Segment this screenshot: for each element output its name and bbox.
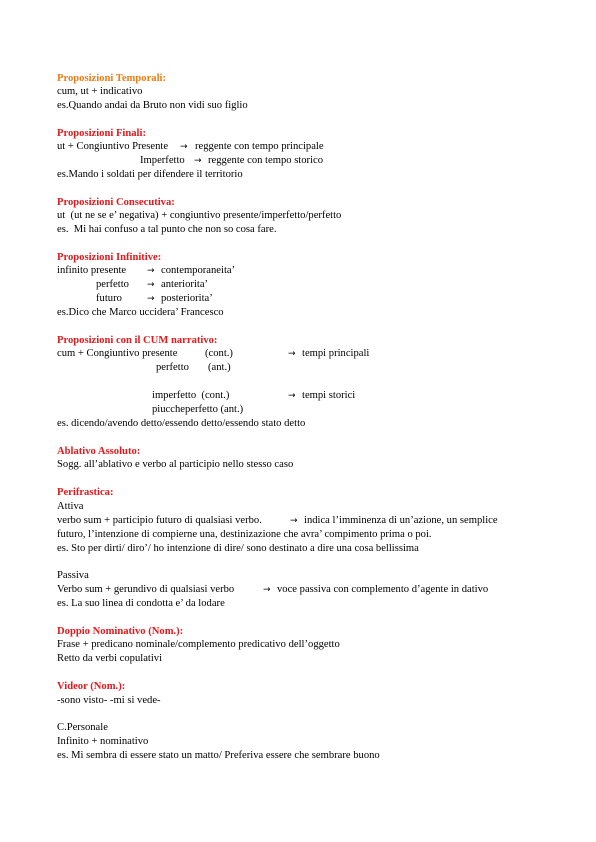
arrow-icon: → [180,142,188,152]
perifrastica-passiva-example: es. La suo linea di condotta e’ da lodare [57,598,225,609]
infinitive-presente: infinito presente [57,265,127,276]
heading-finali: Proposizioni Finali: [57,128,146,139]
perifrastica-passiva-rule-result: voce passiva con complemento d’agente in dativo [277,584,489,595]
arrow-icon: → [288,391,296,401]
arrow-icon: → [263,585,271,595]
finali-example: es.Mando i soldati per difendere il territorio [57,169,243,180]
cum-presente: cum + Congiuntivo presente [57,348,178,359]
ablativo-line: Sogg. all’ablativo e verbo al participio nello stesso caso [57,459,294,470]
perifrastica-passiva-label: Passiva [57,570,89,581]
arrow-icon: → [194,156,202,166]
temporali-example: es.Quando andai da Bruto non vidi suo figlio [57,100,248,111]
heading-ablativo-assoluto: Ablativo Assoluto: [57,446,141,457]
perifrastica-attiva-label: Attiva [57,501,84,512]
doppio-line-2: Retto da verbi copulativi [57,653,163,664]
cum-tempi-storici: tempi storici [302,390,356,401]
cum-imperfetto: imperfetto (cont.) [152,390,230,401]
cum-perfetto: perfetto [156,362,189,373]
consecutiva-example: es. Mi hai confuso a tal punto che non so cosa fare. [57,224,277,235]
videor-line: -sono visto- -mi si vede- [57,695,161,706]
infinitive-example: es.Dico che Marco uccidera’ Francesco [57,307,224,318]
finali-line-presente: ut + Congiuntivo Presente [57,141,169,152]
perifrastica-attiva-example: es. Sto per dirti/ diro’/ ho intenzione di dire/ sono destinato a dire una cosa bellissima [57,543,419,554]
heading-consecutiva: Proposizioni Consecutiva: [57,197,175,208]
heading-perifrastica: Perifrastica: [57,487,114,498]
heading-videor: Videor (Nom.): [57,681,126,692]
heading-doppio-nominativo: Doppio Nominativo (Nom.): [57,626,184,637]
finali-line-imperfetto-result: reggente con tempo storico [208,155,324,166]
arrow-icon: → [147,266,155,276]
cum-tempi-principali: tempi principali [302,348,370,359]
infinitive-futuro: futuro [96,293,122,304]
arrow-icon: → [147,294,155,304]
arrow-icon: → [290,516,298,526]
cum-piuccheperfetto: piuccheperfetto (ant.) [152,404,244,415]
arrow-icon: → [147,280,155,290]
infinitive-futuro-result: posteriorita’ [161,293,213,304]
infinitive-perfetto-result: anteriorita’ [161,279,209,290]
perifrastica-attiva-rule-cont: futuro, l’intenzione di compierne una, destinizazione che avra’ compimento prima o poi. [57,529,432,540]
cum-perfetto-ant: (ant.) [208,362,231,373]
cum-presente-cont: (cont.) [205,348,233,359]
cum-example: es. dicendo/avendo detto/essendo detto/essendo stato detto [57,418,306,429]
heading-infinitive: Proposizioni Infinitive: [57,252,162,263]
perifrastica-passiva-rule: Verbo sum + gerundivo di qualsiasi verbo [57,584,235,595]
infinitive-perfetto: perfetto [96,279,129,290]
heading-cum-narrativo: Proposizioni con il CUM narrativo: [57,335,218,346]
temporali-line: cum, ut + indicativo [57,86,143,97]
perifrastica-attiva-rule: verbo sum + participio futuro di qualsiasi verbo. [57,515,262,526]
perifrastica-attiva-rule-result: indica l’imminenza di un’azione, un semplice [304,515,498,526]
arrow-icon: → [288,349,296,359]
consecutiva-line: ut (ut ne se e’ negativa) + congiuntivo presente/imperfetto/perfetto [57,210,342,221]
doppio-line: Frase + predicano nominale/complemento predicativo dell’oggetto [57,639,340,650]
videor-example: es. Mi sembra di essere stato un matto/ Preferiva essere che sembrare buono [57,750,380,761]
heading-temporali: Proposizioni Temporali: [57,73,166,84]
infinitive-presente-result: contemporaneita’ [161,265,236,276]
videor-rule: Infinito + nominativo [57,736,149,747]
videor-personale: C.Personale [57,722,108,733]
finali-line-imperfetto: Imperfetto [140,155,185,166]
finali-line-presente-result: reggente con tempo principale [195,141,324,152]
